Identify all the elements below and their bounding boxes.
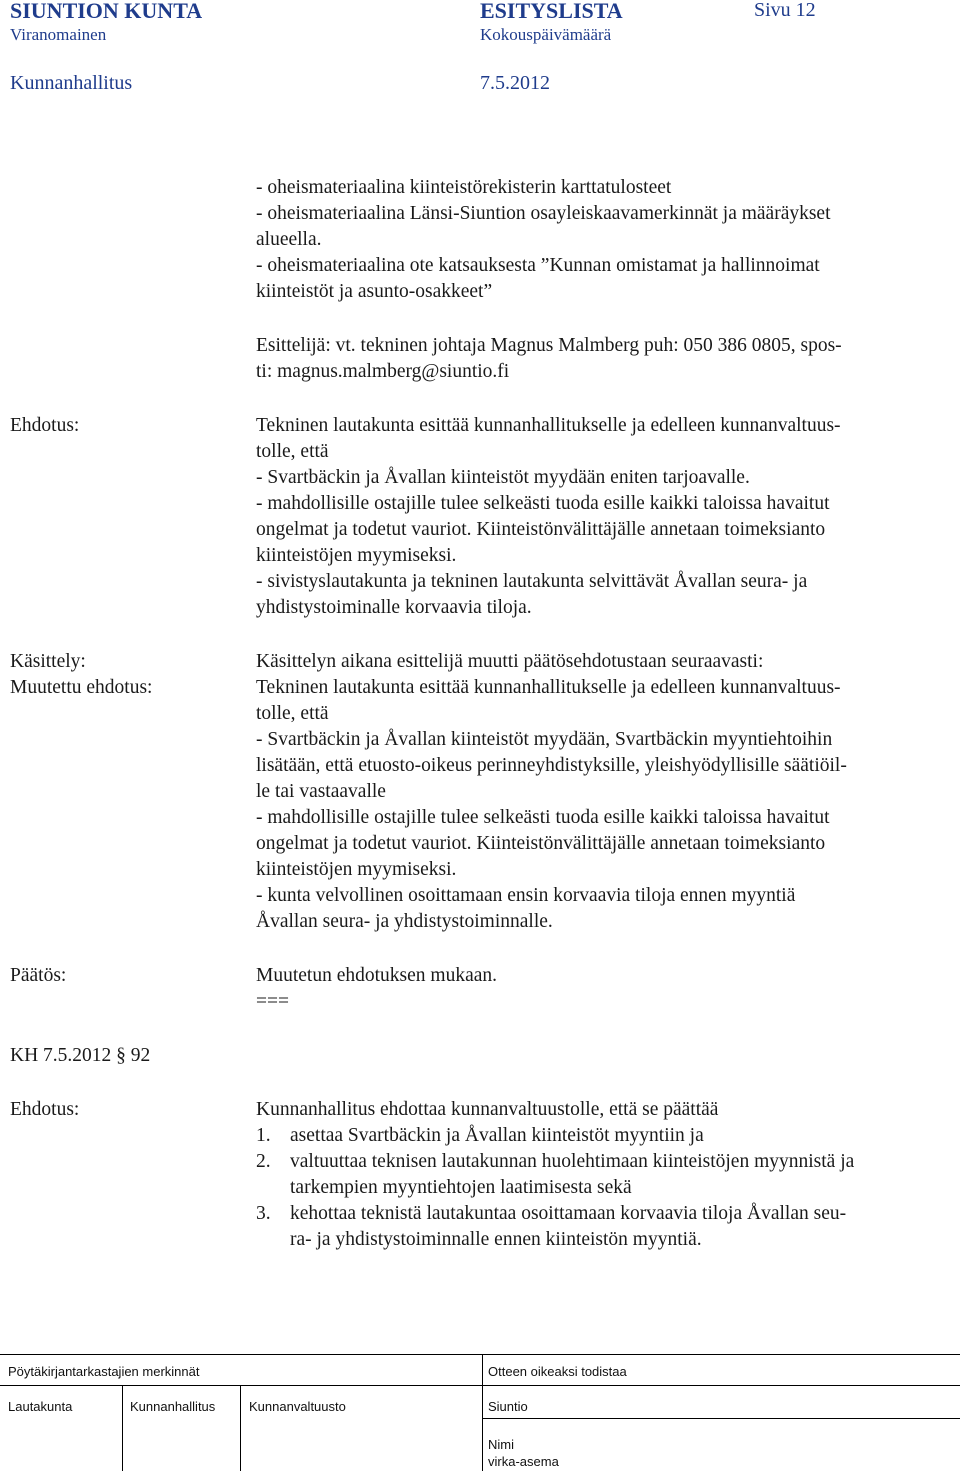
text-line: - Svartbäckin ja Åvallan kiinteistöt myydään eniten tarjoavalle. <box>256 467 750 488</box>
text-line: Åvallan seura- ja yhdistystoiminnalle. <box>256 911 553 932</box>
handling-label: Käsittely: <box>10 651 86 672</box>
text-line: - sivistyslautakunta ja tekninen lautakunta selvittävät Åvallan seura- ja <box>256 571 808 592</box>
page-footer <box>0 1330 960 1471</box>
text-line: Käsittelyn aikana esittelijä muutti päätösehdotustaan seuraavasti: <box>256 651 764 672</box>
text-line: kiinteistöjen myymiseksi. <box>256 859 457 880</box>
reviewers-title: Pöytäkirjantarkastajien merkinnät <box>8 1364 200 1379</box>
text-line: - Svartbäckin ja Åvallan kiinteistöt myydään, Svartbäckin myyntiehtoihin <box>256 729 833 750</box>
list-number: 3. <box>256 1203 271 1224</box>
text-line: Muutetun ehdotuksen mukaan. <box>256 965 497 986</box>
list-item: tarkempien myyntiehtojen laatimisesta sekä <box>290 1177 632 1198</box>
council-board-label: Kunnanhallitus <box>130 1399 216 1414</box>
footer-divider <box>482 1418 960 1419</box>
meeting-date: 7.5.2012 <box>480 72 550 94</box>
text-line: ongelmat ja todetut vauriot. Kiinteistönvälittäjälle annetaan toimeksianto <box>256 833 826 854</box>
proposal-label: Ehdotus: <box>10 415 80 436</box>
certification-title: Otteen oikeaksi todistaa <box>488 1364 627 1379</box>
text-line: alueella. <box>256 229 322 250</box>
kh-proposal-label: Ehdotus: <box>10 1099 80 1120</box>
footer-divider <box>0 1354 960 1355</box>
text-line: Tekninen lautakunta esittää kunnanhallitukselle ja edelleen kunnanvaltuus- <box>256 677 841 698</box>
text-line: Esittelijä: vt. tekninen johtaja Magnus Malmberg puh: 050 386 0805, spos- <box>256 335 842 356</box>
text-line: - oheismateriaalina ote katsauksesta ”Kunnan omistamat ja hallinnoimat <box>256 255 820 276</box>
text-line: === <box>256 991 289 1012</box>
text-line: - oheismateriaalina Länsi-Siuntion osayleiskaavamerkinnät ja määräykset <box>256 203 831 224</box>
footer-divider <box>0 1385 960 1386</box>
text-line: ongelmat ja todetut vauriot. Kiinteistönvälittäjälle annetaan toimeksianto <box>256 519 826 540</box>
text-line: yhdistystoiminalle korvaavia tiloja. <box>256 597 532 618</box>
text-line: le tai vastaavalle <box>256 781 386 802</box>
text-line: kiinteistöjen myymiseksi. <box>256 545 457 566</box>
text-line: - mahdollisille ostajille tulee selkeästi tuoda esille kaikki taloissa havaitut <box>256 807 830 828</box>
text-line: - oheismateriaalina kiinteistörekisterin karttatulosteet <box>256 177 672 198</box>
document-type: ESITYSLISTA <box>480 0 623 23</box>
authority-name: Kunnanhallitus <box>10 72 133 94</box>
page-number: Sivu 12 <box>754 0 816 21</box>
text-line: Kunnanhallitus ehdottaa kunnanvaltuustolle, että se päättää <box>256 1099 719 1120</box>
list-number: 1. <box>256 1125 271 1146</box>
board-label: Lautakunta <box>8 1399 73 1414</box>
text-line: kiinteistöt ja asunto-osakkeet” <box>256 281 493 302</box>
list-number: 2. <box>256 1151 271 1172</box>
text-line: ti: magnus.malmberg@siuntio.fi <box>256 361 510 382</box>
footer-divider <box>240 1385 241 1471</box>
amended-proposal-label: Muutettu ehdotus: <box>10 677 153 698</box>
municipality-name: SIUNTION KUNTA <box>10 0 203 23</box>
decision-label: Päätös: <box>10 965 67 986</box>
list-item: valtuuttaa teknisen lautakunnan huolehtimaan kiinteistöjen myynnistä ja <box>290 1151 855 1172</box>
position-label: virka-asema <box>488 1454 559 1469</box>
text-line: tolle, että <box>256 703 329 724</box>
list-item: ra- ja yhdistystoiminnalle ennen kiinteistön myyntiä. <box>290 1229 702 1250</box>
authority-label: Viranomainen <box>10 25 107 44</box>
section-reference: KH 7.5.2012 § 92 <box>10 1045 151 1066</box>
footer-divider <box>482 1354 483 1471</box>
text-line: lisätään, että etuosto-oikeus perinneyhdistyksille, yleishyödyllisille säätiöil- <box>256 755 847 776</box>
name-label: Nimi <box>488 1437 514 1452</box>
list-item: kehottaa teknistä lautakuntaa osoittamaan korvaavia tiloja Åvallan seu- <box>290 1203 847 1224</box>
text-line: - kunta velvollinen osoittamaan ensin korvaavia tiloja ennen myyntiä <box>256 885 796 906</box>
text-line: - mahdollisille ostajille tulee selkeästi tuoda esille kaikki taloissa havaitut <box>256 493 830 514</box>
place-label: Siuntio <box>488 1399 528 1414</box>
footer-divider <box>122 1385 123 1471</box>
text-line: tolle, että <box>256 441 329 462</box>
council-label: Kunnanvaltuusto <box>249 1399 346 1414</box>
meeting-date-label: Kokouspäivämäärä <box>480 25 612 44</box>
list-item: asettaa Svartbäckin ja Åvallan kiinteistöt myyntiin ja <box>290 1125 704 1146</box>
text-line: Tekninen lautakunta esittää kunnanhallitukselle ja edelleen kunnanvaltuus- <box>256 415 841 436</box>
